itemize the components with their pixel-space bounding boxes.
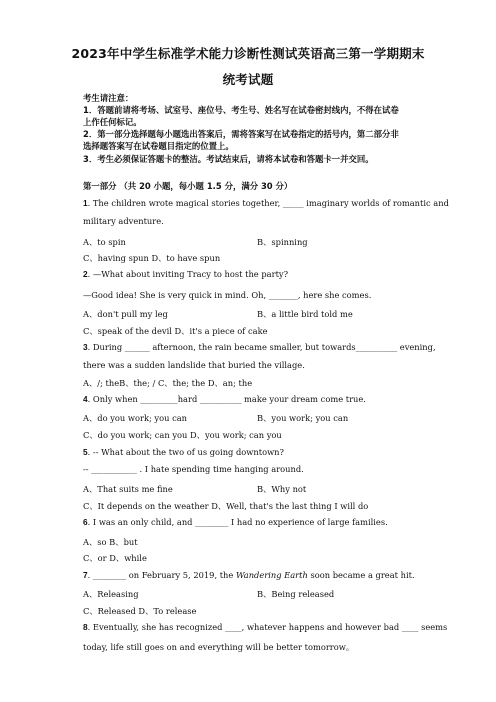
question-stem: . —What about inviting Tracy to host the party? xyxy=(87,269,289,279)
option-a: A、to spin xyxy=(83,237,126,247)
notice-item: 选择题答案写在试卷题目指定的位置上。 xyxy=(83,141,234,151)
question-stem: . ________ on February 5, 2019, the xyxy=(87,570,236,580)
option-cd: C、or D、while xyxy=(83,553,147,563)
option-b: B、a little bird told me xyxy=(257,309,353,319)
question-8 xyxy=(83,622,448,633)
notice-item: 上作任何标记。 xyxy=(83,117,142,127)
question-stem-cont: —Good idea! She is very quick in mind. Oh, _______, here she comes. xyxy=(83,290,372,300)
question-stem-cont: military adventure. xyxy=(83,216,164,226)
question-stem: . -- What about the two of us going downtown? xyxy=(87,447,284,457)
question-stem: . During ______ afternoon, the rain became smaller, but towards__________ evening, xyxy=(87,342,436,352)
notice-item: 2．第一部分选择题每小题选出答案后，需将答案写在试卷指定的括号内，第二部分非 xyxy=(83,129,399,139)
question-number: 2 xyxy=(83,269,88,279)
exam-title-line-1: 2023年中学生标准学术能力诊断性测试英语高三第一学期期末 xyxy=(71,46,425,61)
question-stem-cont: -- ___________ . I hate spending time hanging around. xyxy=(83,464,304,474)
question-2 xyxy=(83,269,428,280)
question-4 xyxy=(83,394,428,405)
option-b: B、Why not xyxy=(257,484,307,494)
question-7 xyxy=(83,570,428,581)
section-heading: 第一部分 （共 20 小题，每小题 1.5 分，满分 30 分） xyxy=(83,181,293,191)
film-title: Wandering Earth xyxy=(235,570,308,580)
option-a: A、don't pull my leg xyxy=(83,309,168,319)
question-stem: soon became a great hit. xyxy=(307,570,415,580)
question-3 xyxy=(83,342,436,353)
question-number: 5 xyxy=(83,447,88,457)
notice-heading: 考生请注意： xyxy=(83,93,134,103)
question-number: 3 xyxy=(83,342,88,352)
question-number: 6 xyxy=(83,517,88,527)
question-1 xyxy=(83,198,449,209)
notice-item: 3．考生必须保证答题卡的整洁。考试结束后，请将本试卷和答题卡一并交回。 xyxy=(83,154,374,164)
question-stem: . Eventually, she has recognized ____, whatever happens and however bad ____ seems xyxy=(87,622,448,632)
question-6 xyxy=(83,517,428,528)
notice-item: 1．答题前请将考场、试室号、座位号、考生号、姓名写在试卷密封线内，不得在试卷 xyxy=(83,105,399,115)
option-cd: C、having spun D、to have spun xyxy=(83,253,221,263)
option-b: B、Being released xyxy=(257,589,335,599)
option-a: A、do you work; you can xyxy=(83,413,188,423)
option-cd: C、It depends on the weather D、Well, that's the last thing I will do xyxy=(83,501,369,511)
option-abcd: A、/; theB、the; / C、the; the D、an; the xyxy=(83,378,253,388)
question-stem: . I was an only child, and ________ I had no experience of large families. xyxy=(87,517,388,527)
question-number: 8 xyxy=(83,622,88,632)
question-stem-cont: today, life still goes on and everything will be better tomorrow。 xyxy=(83,642,355,652)
option-a: A、Releasing xyxy=(83,589,139,599)
option-b: B、you work; you can xyxy=(257,413,349,423)
exam-title-line-2: 统考试题 xyxy=(222,72,274,87)
question-number: 4 xyxy=(83,394,88,404)
question-stem-cont: there was a sudden landslide that buried the village. xyxy=(83,360,305,370)
question-number: 7 xyxy=(83,570,88,580)
question-stem: . The children wrote magical stories together, _____ imaginary worlds of romantic and xyxy=(87,198,449,208)
option-cd: C、do you work; can you D、you work; can you xyxy=(83,430,282,440)
option-ab: A、so B、but xyxy=(83,537,138,547)
option-a: A、That suits me fine xyxy=(83,484,173,494)
option-cd: C、Released D、To release xyxy=(83,606,197,616)
question-stem: . Only when _________hard __________ make your dream come true. xyxy=(87,394,366,404)
question-5 xyxy=(83,447,428,458)
question-number: 1 xyxy=(83,198,88,208)
option-b: B、spinning xyxy=(257,237,308,247)
option-cd: C、speak of the devil D、it's a piece of cake xyxy=(83,326,268,336)
